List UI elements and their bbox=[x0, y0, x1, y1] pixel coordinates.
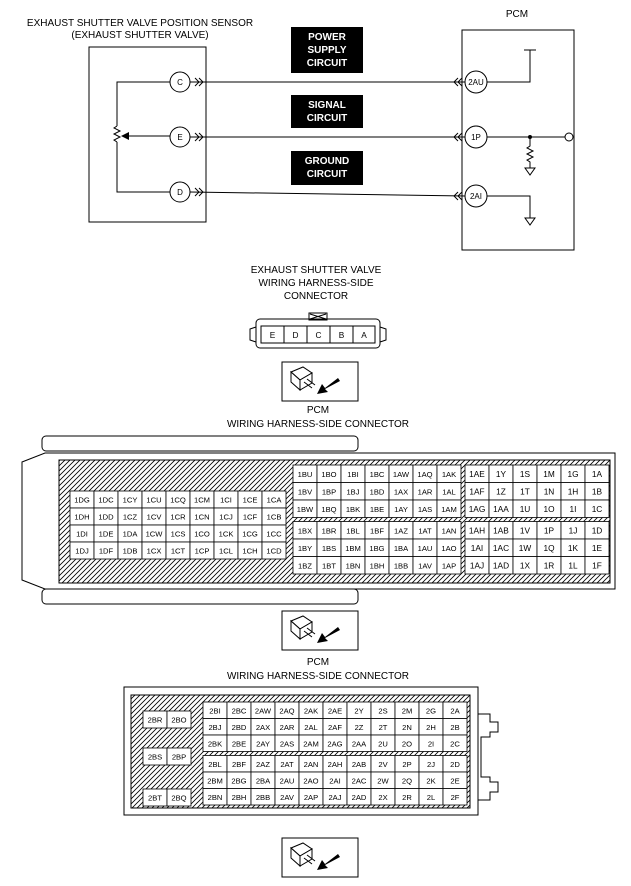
ground-circuit-line2: CIRCUIT bbox=[306, 169, 348, 180]
wiper-arrow-icon bbox=[121, 132, 129, 140]
pin-label: 2BI bbox=[209, 706, 221, 716]
pin-label: 2BE bbox=[231, 739, 247, 749]
pin-label: 1AH bbox=[468, 525, 486, 536]
pin-label: 1AR bbox=[417, 487, 433, 497]
signal-circuit-line2: CIRCUIT bbox=[306, 113, 348, 124]
pin-label: 2AC bbox=[351, 776, 367, 786]
pin-label: 1AG bbox=[468, 503, 486, 514]
pcm-connector2-title-line2: WIRING HARNESS-SIDE CONNECTOR bbox=[226, 671, 410, 682]
pin-label: 1U bbox=[519, 503, 531, 514]
pin-label: 1AE bbox=[469, 468, 485, 479]
pin-label: 1S bbox=[519, 468, 531, 479]
pin-label: 1D bbox=[591, 525, 603, 536]
pin-label: 1BU bbox=[297, 469, 313, 479]
pin-label: 1V bbox=[519, 525, 531, 536]
pin-label: 1DH bbox=[74, 512, 90, 522]
pin-label: 2J bbox=[426, 759, 436, 769]
wire-power-supply bbox=[190, 78, 465, 86]
pin-label: 2L bbox=[426, 792, 436, 802]
pcm-terminal-2au-label: 2AU bbox=[468, 78, 484, 87]
pin-label: 1BQ bbox=[321, 504, 337, 514]
valve-pin-e: E bbox=[269, 330, 276, 340]
pcm-connector1-title-line2: WIRING HARNESS-SIDE CONNECTOR bbox=[226, 419, 410, 430]
pin-label: 2AP bbox=[303, 792, 319, 802]
pin-label: 1BJ bbox=[346, 487, 360, 497]
pin-label: 1BC bbox=[369, 469, 385, 479]
signal-junction-icon bbox=[528, 135, 532, 139]
pin-label: 1BB bbox=[393, 561, 409, 571]
pcm-internal-signal bbox=[487, 133, 573, 175]
pin-label: 2BR bbox=[147, 715, 163, 725]
signal-circuit-line1: SIGNAL bbox=[308, 100, 346, 111]
pin-label: 1DF bbox=[98, 546, 114, 556]
pin-label: 1BV bbox=[297, 487, 313, 497]
sensor-terminal-d-label: D bbox=[177, 188, 183, 197]
pin-label: 2BB bbox=[255, 792, 271, 802]
pin-label: 2Y bbox=[354, 706, 364, 716]
pin-label: 1CW bbox=[145, 529, 163, 539]
ground-circuit-label bbox=[291, 151, 363, 185]
pin-label: 2BQ bbox=[171, 793, 187, 803]
pin-label: 2C bbox=[450, 739, 460, 749]
sensor-terminal-d bbox=[170, 182, 190, 202]
pin-label: 1AU bbox=[417, 543, 433, 553]
pin-label: 1R bbox=[543, 560, 555, 571]
pin-label: 2P bbox=[402, 759, 412, 769]
pin-label: 1CP bbox=[194, 546, 210, 556]
pin-label: 2H bbox=[426, 722, 436, 732]
pcm-connector1-title-line1: PCM bbox=[306, 405, 330, 416]
pin-label: 1BY bbox=[297, 543, 313, 553]
pin-label: 2S bbox=[378, 706, 388, 716]
pin-label: 1J bbox=[568, 525, 578, 536]
power-supply-line2: SUPPLY bbox=[307, 45, 347, 56]
pin-label: 1CS bbox=[170, 529, 186, 539]
pin-label: 1AC bbox=[492, 542, 510, 553]
pin-label: 2BP bbox=[171, 752, 187, 762]
pin-label: 1AP bbox=[441, 561, 457, 571]
pin-label: 2AK bbox=[303, 706, 319, 716]
pin-label: 1CR bbox=[170, 512, 186, 522]
pin-label: 2AS bbox=[279, 739, 295, 749]
pin-label: 1BA bbox=[393, 543, 409, 553]
pin-label: 2AO bbox=[303, 776, 319, 786]
pin-label: 1CZ bbox=[122, 512, 138, 522]
pin-label: 1L bbox=[568, 560, 578, 571]
pin-label: 2AX bbox=[255, 722, 271, 732]
pin-label: 1BT bbox=[322, 561, 336, 571]
pin-label: 1DG bbox=[74, 495, 90, 505]
valve-pin-d: D bbox=[292, 330, 299, 340]
pin-label: 2AN bbox=[303, 759, 319, 769]
pin-label: 1K bbox=[567, 542, 579, 553]
pin-label: 2AJ bbox=[328, 792, 342, 802]
pin-label: 2BK bbox=[207, 739, 223, 749]
pin-label: 1DJ bbox=[75, 546, 89, 556]
pin-label: 1BN bbox=[345, 561, 361, 571]
pin-label: 1AS bbox=[417, 504, 433, 514]
pin-label: 1CC bbox=[266, 529, 282, 539]
pin-label: 1CD bbox=[266, 546, 282, 556]
plug-connector-icon bbox=[282, 362, 358, 401]
pin-label: 1AD bbox=[492, 560, 510, 571]
pin-label: 1CV bbox=[146, 512, 162, 522]
pin-label: 1AV bbox=[418, 561, 432, 571]
ground-circuit-line1: GROUND bbox=[304, 156, 350, 167]
pin-label: 1X bbox=[519, 560, 531, 571]
pin-label: 2BA bbox=[255, 776, 271, 786]
pin-label: 1DB bbox=[122, 546, 138, 556]
pin-label: 2AW bbox=[254, 706, 272, 716]
pin-label: 1CK bbox=[218, 529, 234, 539]
pin-label: 1CE bbox=[242, 495, 258, 505]
pin-label: 2AU bbox=[279, 776, 295, 786]
pcm-terminal-1p bbox=[465, 126, 487, 148]
pin-label: 2BF bbox=[232, 759, 246, 769]
pin-label: 1AL bbox=[442, 487, 456, 497]
pin-label: 1AT bbox=[418, 526, 432, 536]
pin-label: 2AM bbox=[303, 739, 319, 749]
sensor-terminal-c-label: C bbox=[177, 78, 183, 87]
pin-label: 1BS bbox=[321, 543, 337, 553]
pin-label: 1BE bbox=[369, 504, 385, 514]
pin-label: 1F bbox=[592, 560, 602, 571]
pin-label: 2AR bbox=[279, 722, 295, 732]
pin-label: 1CJ bbox=[219, 512, 233, 522]
pin-label: 2BJ bbox=[208, 722, 222, 732]
pin-label: 1Q bbox=[543, 542, 555, 553]
pin-label: 1CY bbox=[122, 495, 138, 505]
pin-label: 1AO bbox=[441, 543, 457, 553]
plug-connector-icon-2 bbox=[282, 611, 358, 650]
pin-label: 1AB bbox=[493, 525, 509, 536]
pin-label: 1BG bbox=[369, 543, 385, 553]
pin-label: 2BN bbox=[207, 792, 223, 802]
pin-label: 1AM bbox=[441, 504, 457, 514]
pin-label: 1BI bbox=[347, 469, 359, 479]
pin-label: 1BO bbox=[321, 469, 337, 479]
pin-label: 2BH bbox=[231, 792, 247, 802]
pin-label: 2AA bbox=[351, 739, 367, 749]
pin-label: 2Z bbox=[354, 722, 364, 732]
pin-label: 1AK bbox=[441, 469, 457, 479]
pin-label: 1DE bbox=[98, 529, 114, 539]
pin-label: 2AI bbox=[329, 776, 341, 786]
pin-label: 2BT bbox=[148, 793, 162, 803]
pin-label: 1BP bbox=[321, 487, 337, 497]
pin-label: 1DC bbox=[98, 495, 114, 505]
pin-label: 1DA bbox=[122, 529, 138, 539]
pin-label: 1CB bbox=[266, 512, 282, 522]
pin-label: 2D bbox=[450, 759, 460, 769]
pin-label: 1W bbox=[518, 542, 532, 553]
pin-label: 1O bbox=[543, 503, 555, 514]
pin-label: 2AV bbox=[280, 792, 294, 802]
pin-label: 2G bbox=[425, 706, 437, 716]
pin-label: 2I bbox=[427, 739, 435, 749]
pin-label: 1CF bbox=[242, 512, 258, 522]
pin-label: 1C bbox=[591, 503, 603, 514]
pin-label: 2F bbox=[450, 792, 460, 802]
pin-label: 2AQ bbox=[279, 706, 295, 716]
pcm-internal-ground bbox=[487, 196, 535, 225]
pin-label: 1AW bbox=[392, 469, 410, 479]
sensor-title-line1: EXHAUST SHUTTER VALVE POSITION SENSOR bbox=[26, 18, 254, 29]
pin-label: 2U bbox=[378, 739, 388, 749]
pin-label: 2B bbox=[450, 722, 460, 732]
pin-label: 2AY bbox=[256, 739, 270, 749]
power-supply-line1: POWER bbox=[308, 32, 346, 43]
pin-label: 1AJ bbox=[469, 560, 485, 571]
valve-pin-b: B bbox=[338, 330, 345, 340]
pin-label: 1CN bbox=[194, 512, 210, 522]
pin-label: 1E bbox=[591, 542, 603, 553]
pin-label: 2BC bbox=[231, 706, 247, 716]
pin-label: 2AD bbox=[351, 792, 367, 802]
pin-label: 2BG bbox=[231, 776, 247, 786]
pin-label: 2Q bbox=[401, 776, 413, 786]
valve-connector-pins bbox=[270, 326, 368, 343]
pin-label: 1AY bbox=[394, 504, 408, 514]
pin-label: 1CA bbox=[266, 495, 282, 505]
pcm-title: PCM bbox=[505, 9, 529, 20]
pcm2-left-block bbox=[143, 711, 191, 728]
pin-label: 1M bbox=[543, 468, 555, 479]
plug-connector-icon-3 bbox=[282, 838, 358, 877]
pin-label: 2R bbox=[402, 792, 412, 802]
pin-label: 1B bbox=[591, 486, 603, 497]
pin-label: 1DD bbox=[98, 512, 114, 522]
pin-label: 2W bbox=[377, 776, 389, 786]
pin-label: 2M bbox=[401, 706, 413, 716]
pin-label: 1AN bbox=[441, 526, 457, 536]
power-supply-circuit-label bbox=[291, 27, 363, 73]
pin-label: 1BZ bbox=[298, 561, 312, 571]
pcm-terminal-2au bbox=[465, 71, 487, 93]
pin-label: 1AA bbox=[493, 503, 509, 514]
pin-label: 1H bbox=[567, 486, 579, 497]
pin-label: 1G bbox=[567, 468, 579, 479]
pin-label: 1BF bbox=[370, 526, 384, 536]
pin-label: 1CU bbox=[146, 495, 162, 505]
valve-pin-c: C bbox=[315, 330, 322, 340]
pin-label: 1CM bbox=[193, 495, 211, 505]
pin-label: 2BO bbox=[171, 715, 187, 725]
pin-label: 1DI bbox=[76, 529, 88, 539]
pin-label: 1BW bbox=[296, 504, 314, 514]
pin-label: 1CT bbox=[170, 546, 186, 556]
pin-label: 1BL bbox=[346, 526, 360, 536]
pin-label: 2BD bbox=[231, 722, 247, 732]
pin-label: 2AZ bbox=[256, 759, 270, 769]
power-supply-line3: CIRCUIT bbox=[306, 58, 348, 69]
pin-label: 2BL bbox=[208, 759, 222, 769]
pin-label: 1BD bbox=[369, 487, 385, 497]
pcm-connector2-title-line1: PCM bbox=[306, 657, 330, 668]
valve-connector-title-line1: EXHAUST SHUTTER VALVE bbox=[250, 265, 382, 276]
pcm-terminal-2ai-label: 2AI bbox=[469, 192, 483, 201]
sensor-title-line2: (EXHAUST SHUTTER VALVE) bbox=[71, 30, 209, 41]
pin-label: 1AI bbox=[470, 542, 484, 553]
pin-label: 2AG bbox=[327, 739, 343, 749]
pin-label: 1BX bbox=[297, 526, 313, 536]
pin-label: 2E bbox=[450, 776, 460, 786]
pin-label: 1Z bbox=[496, 486, 506, 497]
pin-label: 1Y bbox=[495, 468, 507, 479]
pin-label: 2AH bbox=[327, 759, 343, 769]
pin-label: 1CG bbox=[242, 529, 258, 539]
pin-label: 2AL bbox=[304, 722, 318, 732]
wire-ground bbox=[190, 188, 465, 200]
pin-label: 1T bbox=[520, 486, 530, 497]
sensor-terminal-c bbox=[170, 72, 190, 92]
pcm-terminal-2ai bbox=[465, 185, 487, 207]
pin-label: 1CX bbox=[146, 546, 162, 556]
pin-label: 2AF bbox=[328, 722, 342, 732]
sensor-potentiometer bbox=[114, 82, 170, 192]
pin-label: 1CO bbox=[194, 529, 210, 539]
sensor-terminal-e bbox=[170, 127, 190, 147]
valve-connector-title-line3: CONNECTOR bbox=[283, 291, 349, 302]
pcm-internal-supply bbox=[487, 50, 536, 82]
pcm-terminal-1p-label: 1P bbox=[471, 133, 481, 142]
pin-label: 1I bbox=[569, 503, 577, 514]
signal-circuit-label bbox=[291, 95, 363, 128]
pin-label: 1BK bbox=[345, 504, 361, 514]
pin-label: 1P bbox=[543, 525, 555, 536]
pin-label: 2AB bbox=[351, 759, 367, 769]
pin-label: 2AE bbox=[327, 706, 343, 716]
pcm2-left-block-row bbox=[143, 748, 191, 765]
pin-label: 2X bbox=[378, 792, 388, 802]
pcm1-left-block bbox=[70, 491, 286, 559]
pin-label: 2A bbox=[450, 706, 460, 716]
pin-label: 1BR bbox=[321, 526, 337, 536]
pcm2-left-block-row bbox=[143, 789, 191, 806]
pin-label: 2BM bbox=[207, 776, 223, 786]
pin-label: 2K bbox=[426, 776, 436, 786]
pin-label: 2V bbox=[378, 759, 388, 769]
pin-label: 1AQ bbox=[417, 469, 433, 479]
pin-label: 1AX bbox=[393, 487, 409, 497]
pin-label: 1AZ bbox=[394, 526, 408, 536]
pin-label: 1CH bbox=[242, 546, 258, 556]
pin-label: 1CI bbox=[220, 495, 232, 505]
pin-label: 1BM bbox=[345, 543, 361, 553]
pin-label: 1CL bbox=[219, 546, 233, 556]
pin-label: 1A bbox=[591, 468, 603, 479]
valve-connector-title-line2: WIRING HARNESS-SIDE bbox=[258, 278, 374, 289]
pin-label: 1AF bbox=[469, 486, 485, 497]
pin-label: 2AT bbox=[280, 759, 294, 769]
pin-label: 1CQ bbox=[170, 495, 186, 505]
wire-signal bbox=[190, 133, 465, 141]
pin-label: 2O bbox=[401, 739, 413, 749]
valve-pin-a: A bbox=[361, 330, 367, 340]
pin-label: 2T bbox=[378, 722, 388, 732]
sensor-terminal-e-label: E bbox=[177, 133, 183, 142]
pin-label: 1N bbox=[543, 486, 555, 497]
pin-label: 2BS bbox=[147, 752, 163, 762]
pin-label: 2N bbox=[402, 722, 412, 732]
pin-label: 1BH bbox=[369, 561, 385, 571]
